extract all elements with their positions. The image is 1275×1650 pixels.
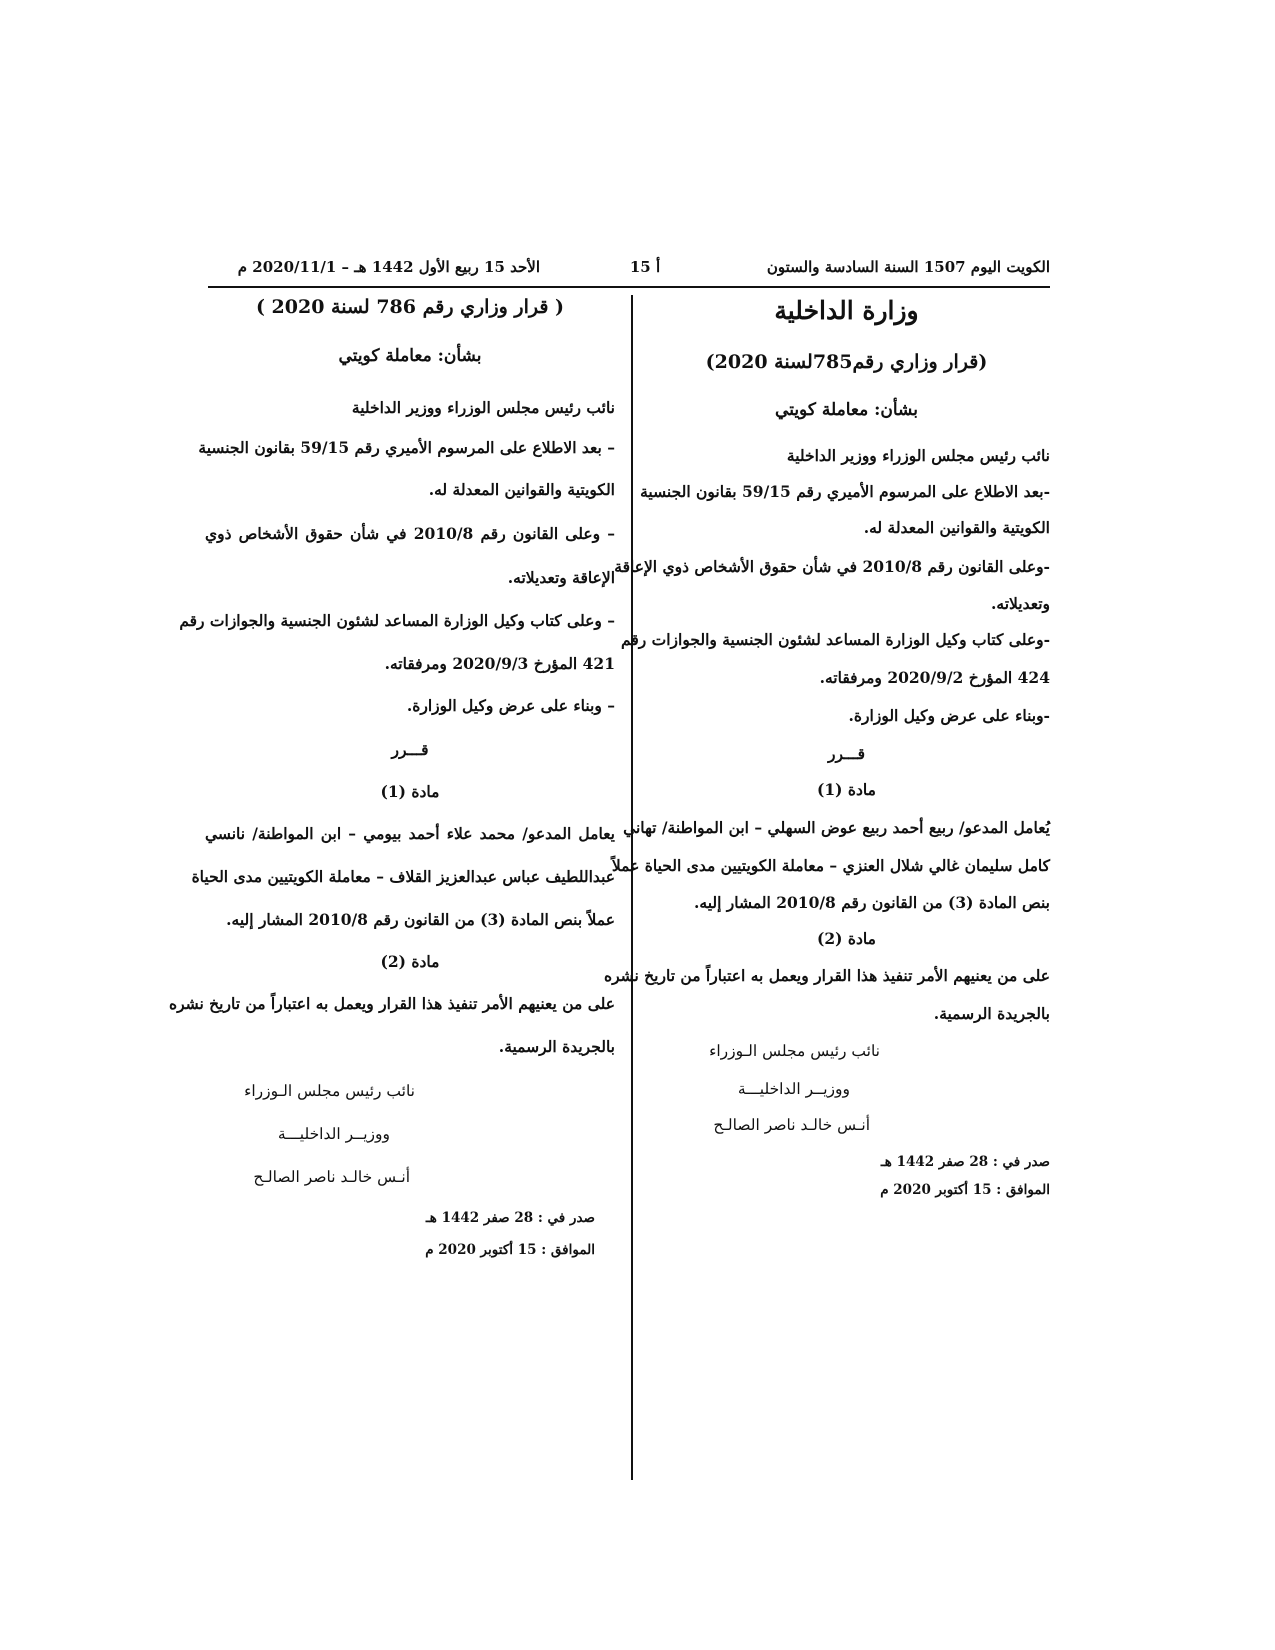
article-1-heading: مادة (1) bbox=[817, 780, 876, 799]
preamble-line: وتعديلاته. bbox=[991, 594, 1050, 613]
signature-title: نائب رئيس مجلس الـوزراء bbox=[244, 1082, 415, 1100]
preamble-line: – وعلى كتاب وكيل الوزارة المساعد لشئون الجنسية والجوازات رقم bbox=[179, 611, 615, 630]
article-1-line: يُعامل المدعو/ ربيع أحمد ربيع عوض السهلي – ابن المواطنة/ تهاني bbox=[623, 818, 1050, 837]
preamble-line: الكويتية والقوانين المعدلة له. bbox=[428, 480, 615, 499]
header-publication: الكويت اليوم 1507 السنة السادسة والستون bbox=[766, 258, 1050, 276]
article-1-line: يعامل المدعو/ محمد علاء أحمد بيومي – ابن المواطنة/ نانسي bbox=[205, 824, 615, 843]
preamble-line: الإعاقة وتعديلاته. bbox=[507, 568, 615, 587]
preamble-line: 421 المؤرخ 2020/9/3 ومرفقاته. bbox=[384, 654, 615, 673]
header-rule bbox=[208, 286, 1050, 288]
preamble-line: -وعلى القانون رقم 2010/8 في شأن حقوق الأشخاص ذوي الإعاقة bbox=[614, 557, 1050, 576]
article-2-heading: مادة (2) bbox=[380, 952, 440, 971]
article-2-line: على من يعنيهم الأمر تنفيذ هذا القرار ويعمل به اعتباراً من تاريخ نشره bbox=[168, 994, 615, 1013]
column-divider bbox=[631, 295, 633, 1480]
ministry-title: وزارة الداخلية bbox=[774, 296, 919, 325]
article-1-line: بنص المادة (3) من القانون رقم 2010/8 المشار إليه. bbox=[694, 893, 1050, 912]
article-1-line: كامل سليمان غالي شلال العنزي – معاملة الكويتيين مدى الحياة عملاً bbox=[611, 856, 1050, 875]
signature-title: نائب رئيس مجلس الـوزراء bbox=[709, 1042, 880, 1060]
header-date: الأحد 15 ربيع الأول 1442 هـ – 2020/11/1 م bbox=[237, 258, 540, 276]
preamble-line: – وبناء على عرض وكيل الوزارة. bbox=[406, 696, 615, 715]
corresponding-date: الموافق : 15 أكتوبر 2020 م bbox=[425, 1242, 595, 1258]
article-2-line: بالجريدة الرسمية. bbox=[498, 1037, 615, 1056]
preamble-line: – وعلى القانون رقم 2010/8 في شأن حقوق الأشخاص ذوي bbox=[205, 524, 615, 543]
decided-heading: قـــرر bbox=[827, 744, 866, 763]
signature-minister: ووزيــر الداخليـــة bbox=[737, 1080, 850, 1098]
preamble-line: 424 المؤرخ 2020/9/2 ومرفقاته. bbox=[819, 668, 1050, 687]
preamble-line: الكويتية والقوانين المعدلة له. bbox=[863, 518, 1050, 537]
article-1-line: عملاً بنص المادة (3) من القانون رقم 2010/8 المشار إليه. bbox=[226, 910, 615, 929]
preamble-line: -وبناء على عرض وكيل الوزارة. bbox=[848, 706, 1050, 725]
decision-subject: بشأن: معاملة كويتي bbox=[775, 400, 918, 420]
corresponding-date: الموافق : 15 أكتوبر 2020 م bbox=[880, 1182, 1050, 1198]
preamble-line: – بعد الاطلاع على المرسوم الأميري رقم 59/15 بقانون الجنسية bbox=[198, 438, 615, 457]
issuer-line: نائب رئيس مجلس الوزراء ووزير الداخلية bbox=[786, 446, 1050, 465]
article-2-line: على من يعنيهم الأمر تنفيذ هذا القرار ويعمل به اعتباراً من تاريخ نشره bbox=[603, 966, 1050, 985]
issued-date: صدر في : 28 صفر 1442 هـ bbox=[880, 1154, 1050, 1170]
decision-title: (قرار وزاري رقم785لسنة 2020) bbox=[705, 351, 988, 373]
preamble-line: -بعد الاطلاع على المرسوم الأميري رقم 59/15 بقانون الجنسية bbox=[640, 482, 1050, 501]
decision-subject: بشأن: معاملة كويتي bbox=[338, 346, 482, 366]
article-1-heading: مادة (1) bbox=[380, 782, 440, 801]
preamble-line: -وعلى كتاب وكيل الوزارة المساعد لشئون الجنسية والجوازات رقم bbox=[621, 630, 1050, 649]
article-2-heading: مادة (2) bbox=[817, 929, 876, 948]
decided-heading: قـــرر bbox=[391, 740, 429, 759]
article-1-line: عبداللطيف عباس عبدالعزيز القلاف – معاملة الكويتيين مدى الحياة bbox=[191, 867, 615, 886]
header-page-number: أ 15 bbox=[629, 258, 661, 276]
signature-name: أنـس خالـد ناصر الصالـح bbox=[713, 1116, 870, 1134]
signature-name: أنـس خالـد ناصر الصالـح bbox=[253, 1168, 410, 1186]
signature-minister: ووزيــر الداخليـــة bbox=[277, 1125, 390, 1143]
issuer-line: نائب رئيس مجلس الوزراء ووزير الداخلية bbox=[351, 398, 615, 417]
decision-title: ( قرار وزاري رقم 786 لسنة 2020 ) bbox=[255, 296, 565, 318]
issued-date: صدر في : 28 صفر 1442 هـ bbox=[425, 1210, 595, 1226]
article-2-line: بالجريدة الرسمية. bbox=[933, 1004, 1050, 1023]
